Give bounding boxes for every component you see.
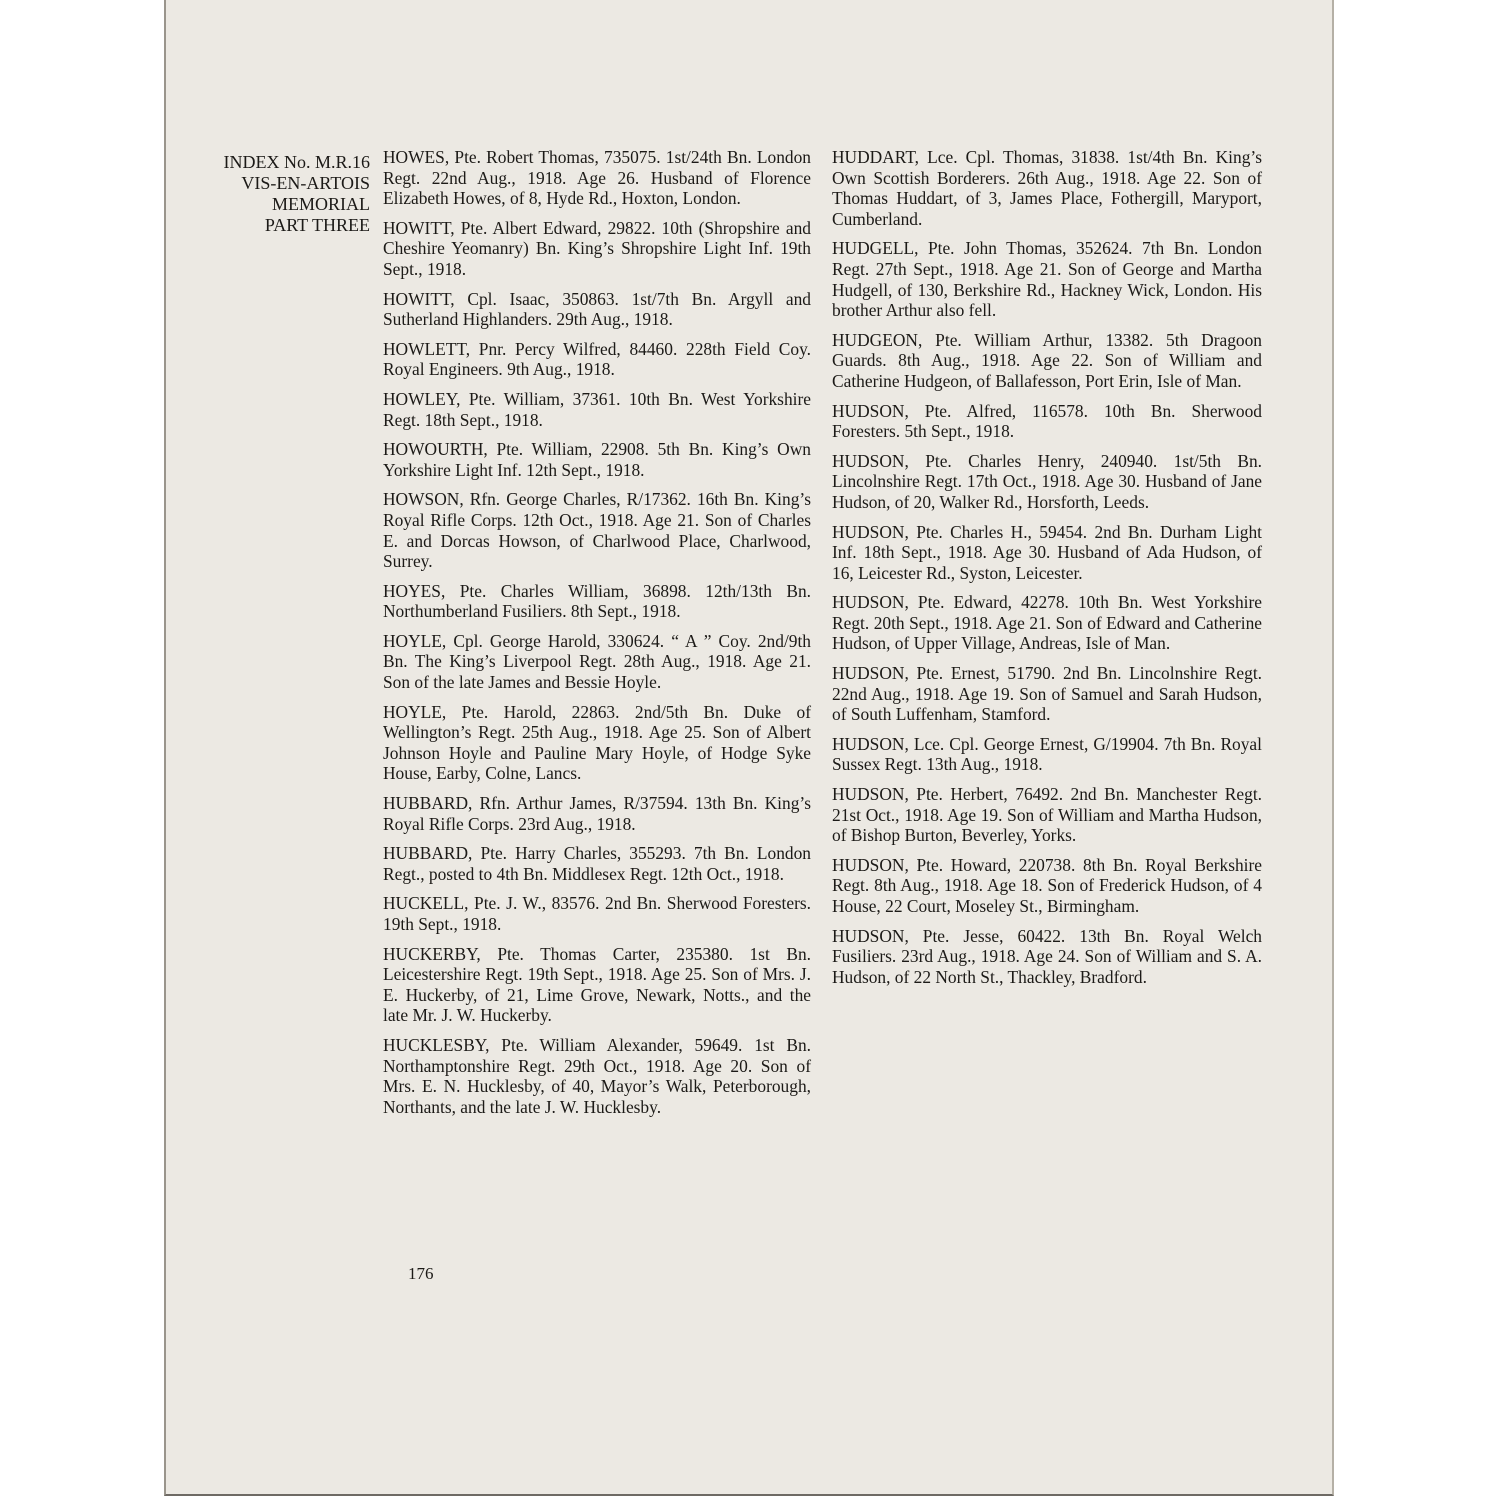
register-entry: HUCKLESBY, Pte. William Alexander, 59649. 1st Bn. Northamptonshire Regt. 29th Oct., 1918. Age 20. Son of Mrs. E. N. Hucklesby, of 40, Mayor’s Walk, Peterborough, Northants, and the late J. W. Hucklesby. xyxy=(383,1034,811,1117)
register-entry: HUDSON, Lce. Cpl. George Ernest, G/19904. 7th Bn. Royal Sussex Regt. 13th Aug., 1918. xyxy=(832,733,1262,775)
memorial-label: MEMORIAL xyxy=(272,194,370,214)
register-entry: HUDGELL, Pte. John Thomas, 352624. 7th Bn. London Regt. 27th Sept., 1918. Age 21. Son of George and Martha Hudgell, of 130, Berkshire Rd., Hackney Wick, London. His brother Arthur also fell. xyxy=(832,238,1262,321)
right-column xyxy=(832,147,1262,996)
register-entry: HOYES, Pte. Charles William, 36898. 12th/13th Bn. Northumberland Fusiliers. 8th Sept., 1918. xyxy=(383,580,811,622)
register-entry: HUCKELL, Pte. J. W., 83576. 2nd Bn. Sherwood Foresters. 19th Sept., 1918. xyxy=(383,893,811,934)
register-entry: HUDSON, Pte. Howard, 220738. 8th Bn. Royal Berkshire Regt. 8th Aug., 1918. Age 18. Son of Frederick Hudson, of 4 House, 22 Court, Moseley St., Birmingham. xyxy=(832,854,1262,916)
register-entry: HUBBARD, Pte. Harry Charles, 355293. 7th Bn. London Regt., posted to 4th Bn. Middlesex Regt. 12th Oct., 1918. xyxy=(383,843,811,884)
register-entry: HUDSON, Pte. Charles H., 59454. 2nd Bn. Durham Light Inf. 18th Sept., 1918. Age 30. Husband of Ada Hudson, of 16, Leicester Rd., Syston, Leicester. xyxy=(832,521,1262,583)
register-entry: HOYLE, Pte. Harold, 22863. 2nd/5th Bn. Duke of Wellington’s Regt. 25th Aug., 1918. Age 25. Son of Albert Johnson Hoyle and Pauline Mary Hoyle, of Hodge Syke House, Earby, Colne, Lancs. xyxy=(383,701,811,784)
register-entry: HUDSON, Pte. Herbert, 76492. 2nd Bn. Manchester Regt. 21st Oct., 1918. Age 19. Son of William and Martha Hudson, of Bishop Burton, Beverley, Yorks. xyxy=(832,784,1262,846)
left-column xyxy=(383,147,811,1126)
register-entry: HUDGEON, Pte. William Arthur, 13382. 5th Dragoon Guards. 8th Aug., 1918. Age 22. Son of William and Catherine Hudgeon, of Ballafesson, Port Erin, Isle of Man. xyxy=(832,329,1262,391)
register-entry: HUDSON, Pte. Ernest, 51790. 2nd Bn. Lincolnshire Regt. 22nd Aug., 1918. Age 19. Son of Samuel and Sarah Hudson, of South Luffenham, Stamford. xyxy=(832,663,1262,725)
register-entry: HUBBARD, Rfn. Arthur James, R/37594. 13th Bn. King’s Royal Rifle Corps. 23rd Aug., 1918. xyxy=(383,793,811,834)
register-entry: HOWES, Pte. Robert Thomas, 735075. 1st/24th Bn. London Regt. 22nd Aug., 1918. Age 26. Husband of Florence Elizabeth Howes, of 8, Hyde Rd., Hoxton, London. xyxy=(383,147,811,209)
register-entry: HOWSON, Rfn. George Charles, R/17362. 16th Bn. King’s Royal Rifle Corps. 12th Oct., 1918. Age 21. Son of Charles E. and Dorcas Howson, of Charlwood Place, Charlwood, Surrey. xyxy=(383,489,811,572)
register-entry: HUDSON, Pte. Jesse, 60422. 13th Bn. Royal Welch Fusiliers. 23rd Aug., 1918. Age 24. Son of William and S. A. Hudson, of 22 North St., Thackley, Bradford. xyxy=(832,925,1262,987)
register-entry: HOWOURTH, Pte. William, 22908. 5th Bn. King’s Own Yorkshire Light Inf. 12th Sept., 1918. xyxy=(383,439,811,480)
register-entry: HUCKERBY, Pte. Thomas Carter, 235380. 1st Bn. Leicestershire Regt. 19th Sept., 1918. Age 25. Son of Mrs. J. E. Huckerby, of 21, Lime Grove, Newark, Notts., and the late Mr. J. W. Huckerby. xyxy=(383,943,811,1026)
register-entry: HUDSON, Pte. Charles Henry, 240940. 1st/5th Bn. Lincolnshire Regt. 17th Oct., 1918. Age 30. Husband of Jane Hudson, of 20, Walker Rd., Horsforth, Leeds. xyxy=(832,450,1262,512)
part-label: PART THREE xyxy=(264,215,370,235)
register-entry: HUDSON, Pte. Alfred, 116578. 10th Bn. Sherwood Foresters. 5th Sept., 1918. xyxy=(832,400,1262,442)
cemetery-name: VIS-EN-ARTOIS xyxy=(241,173,370,193)
register-entry: HOWLEY, Pte. William, 37361. 10th Bn. West Yorkshire Regt. 18th Sept., 1918. xyxy=(383,388,811,430)
document-page xyxy=(164,0,1334,1496)
register-entry: HOYLE, Cpl. George Harold, 330624. “ A ” Coy. 2nd/9th Bn. The King’s Liverpool Regt. 28th Aug., 1918. Age 21. Son of the late James and Bessie Hoyle. xyxy=(383,630,811,693)
register-entry: HUDSON, Pte. Edward, 42278. 10th Bn. West Yorkshire Regt. 20th Sept., 1918. Age 21. Son of Edward and Catherine Hudson, of Upper Village, Andreas, Isle of Man. xyxy=(832,592,1262,654)
register-entry: HOWITT, Cpl. Isaac, 350863. 1st/7th Bn. Argyll and Sutherland Highlanders. 29th Aug., 1918. xyxy=(383,288,811,330)
index-header xyxy=(186,152,370,236)
register-entry: HUDDART, Lce. Cpl. Thomas, 31838. 1st/4th Bn. King’s Own Scottish Borderers. 26th Aug., 1918. Age 22. Son of Thomas Huddart, of 3, James Place, Fothergill, Maryport, Cumberland. xyxy=(832,147,1262,229)
index-number: INDEX No. M.R.16 xyxy=(223,152,370,172)
register-entry: HOWITT, Pte. Albert Edward, 29822. 10th (Shropshire and Cheshire Yeomanry) Bn. King’s Shropshire Light Inf. 19th Sept., 1918. xyxy=(383,217,811,279)
register-entry: HOWLETT, Pnr. Percy Wilfred, 84460. 228th Field Coy. Royal Engineers. 9th Aug., 1918. xyxy=(383,338,811,380)
page-number: 176 xyxy=(408,1264,434,1283)
